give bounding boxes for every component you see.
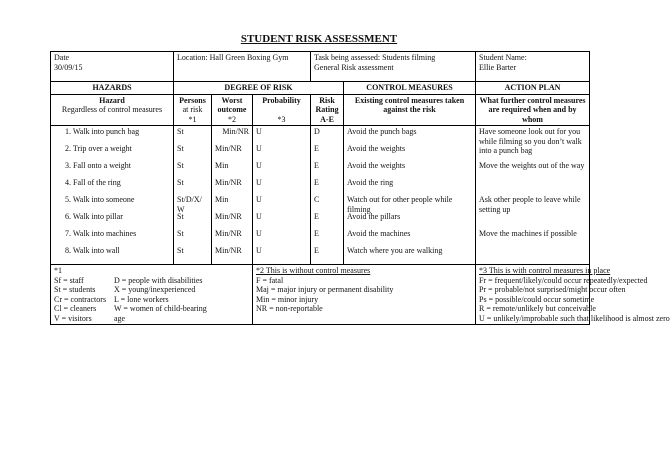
probability-value: U — [256, 127, 262, 136]
risk-value: E — [314, 229, 319, 238]
date-cell — [51, 52, 174, 82]
hazard-col-header: Hazard Regardless of control measures — [51, 94, 174, 126]
persons-col-header: Persons at risk *1 — [174, 94, 212, 126]
control-measure: Avoid the pillars — [347, 212, 401, 221]
legend-item: Min = minor injury — [256, 294, 319, 304]
probability-value: U — [256, 212, 262, 221]
task-line-1: Task being assessed: Students filming — [314, 53, 436, 62]
worst-value: Min — [215, 161, 229, 170]
control-measure: Avoid the weights — [347, 144, 406, 153]
persons-value: St — [177, 212, 184, 221]
control-header: CONTROL MEASURES — [344, 82, 476, 95]
action-list — [476, 126, 590, 265]
legend-item: NR = non-reportable — [256, 304, 323, 313]
worst-value: Min/NR — [215, 246, 242, 255]
control-measure: Avoid the punch bags — [347, 127, 417, 136]
action-item: Ask other people to leave while setting up — [479, 195, 581, 214]
persons-list — [174, 126, 212, 265]
persons-value: St/D/X/W — [177, 195, 202, 214]
hazard-body-row — [51, 126, 590, 265]
legend-persons — [51, 265, 253, 325]
control-measure: Avoid the ring — [347, 178, 394, 187]
legend-item: V = visitors — [54, 313, 92, 323]
legend-row — [51, 265, 590, 325]
info-row — [51, 52, 590, 82]
worst-value: Min/NR — [215, 212, 242, 221]
legend-item: U = unlikely/improbable such that likelihood is almost zero — [479, 313, 670, 323]
worst-value: Min/NR — [215, 229, 242, 238]
hazard-item: 1. Walk into punch bag — [65, 127, 140, 136]
legend-item: Fr = frequent/likely/could occur repeatedly/expected — [479, 275, 648, 285]
date-label: Date — [54, 53, 70, 62]
action-item: Move the weights out of the way — [479, 161, 585, 170]
legend-outcome — [253, 265, 476, 325]
legend-item: D = people with disabilities — [114, 275, 203, 285]
control-measure: Avoid the machines — [347, 229, 411, 238]
control-measure: Watch where you are walking — [347, 246, 443, 255]
action-item: Have someone look out for you while filming so you don’t walk into a punch bag — [479, 127, 582, 155]
worst-value: Min — [215, 195, 229, 204]
risk-value: E — [314, 144, 319, 153]
hazard-item: 3. Fall onto a weight — [65, 161, 131, 170]
legend-item: R = remote/unlikely but conceivable — [479, 304, 596, 313]
persons-value: St — [177, 161, 184, 170]
legend-item: W = women of child-bearing — [114, 304, 207, 313]
risk-value: E — [314, 212, 319, 221]
persons-value: St — [177, 178, 184, 187]
legend-item: Cr = contractors — [54, 294, 107, 304]
control-measure: Avoid the weights — [347, 161, 406, 170]
hazard-item: 7. Walk into machines — [65, 229, 137, 238]
task-line-2: General Risk assessment — [314, 62, 394, 72]
worst-value: Min/NR — [222, 127, 249, 136]
risk-value: E — [314, 161, 319, 170]
legend-item: Ps = possible/could occur sometime — [479, 294, 595, 304]
existing-col-header: Existing control measures taken against the risk — [344, 94, 476, 126]
probability-value: U — [256, 246, 262, 255]
worst-value: Min/NR — [215, 178, 242, 187]
persons-value: St — [177, 246, 184, 255]
probability-col-header: Probability *3 — [253, 94, 311, 126]
legend-persons-ref: *1 — [54, 266, 62, 275]
worst-list — [212, 126, 253, 265]
legend-probability-title: *3 This is with control measures in place — [479, 266, 611, 275]
further-col-header: What further control measures are required when and by whom — [476, 94, 590, 126]
probability-value: U — [256, 195, 262, 204]
page-title: STUDENT RISK ASSESSMENT — [240, 33, 398, 45]
persons-value: St — [177, 127, 184, 136]
risk-value: E — [314, 178, 319, 187]
section-header-row — [51, 82, 590, 95]
hazard-item: 8. Walk into wall — [65, 246, 120, 255]
legend-item: F = fatal — [256, 275, 284, 285]
risk-assessment-table — [50, 51, 670, 325]
legend-item: Sf = staff — [54, 275, 84, 285]
legend-item: age — [114, 313, 126, 323]
persons-value: St — [177, 144, 184, 153]
legend-item: Maj = major injury or permanent disability — [256, 285, 394, 294]
probability-value: U — [256, 161, 262, 170]
risk-value: D — [314, 127, 320, 136]
legend-probability — [476, 265, 670, 325]
probability-value: U — [256, 178, 262, 187]
hazard-item: 5. Walk into someone — [65, 195, 135, 204]
hazard-item: 2. Trip over a weight — [65, 144, 132, 153]
risk-col-header: Risk Rating A-E — [311, 94, 344, 126]
legend-item: Cl = cleaners — [54, 304, 97, 313]
student-cell — [476, 52, 590, 82]
task-cell — [311, 52, 476, 82]
legend-item: St = students — [54, 285, 96, 294]
risk-value: E — [314, 246, 319, 255]
probability-value: U — [256, 144, 262, 153]
probability-list — [253, 126, 311, 265]
hazards-header: HAZARDS — [51, 82, 174, 95]
risk-list — [311, 126, 344, 265]
persons-value: St — [177, 229, 184, 238]
date-value: 30/09/15 — [54, 62, 83, 72]
student-label: Student Name: — [479, 53, 527, 62]
legend-outcome-title: *2 This is without control measures — [256, 266, 371, 275]
legend-item: X = young/inexperienced — [114, 285, 196, 294]
location-cell — [174, 52, 311, 82]
control-list — [344, 126, 476, 265]
hazard-item: 4. Fall of the ring — [65, 178, 121, 187]
column-header-row — [51, 94, 590, 126]
probability-value: U — [256, 229, 262, 238]
location-text: Location: Hall Green Boxing Gym — [177, 53, 289, 62]
student-value: Ellie Barter — [479, 62, 517, 72]
hazard-list — [51, 126, 174, 265]
action-header: ACTION PLAN — [476, 82, 590, 95]
action-item: Move the machines if possible — [479, 229, 577, 238]
worst-col-header: Worst outcome *2 — [212, 94, 253, 126]
hazard-item: 6. Walk into pillar — [65, 212, 123, 221]
legend-item: Pr = probable/not surprised/might occur often — [479, 285, 626, 294]
legend-item: L = lone workers — [114, 294, 169, 304]
risk-value: C — [314, 195, 320, 204]
control-measure: Watch out for other people while filming — [347, 195, 453, 214]
worst-value: Min/NR — [215, 144, 242, 153]
degree-header: DEGREE OF RISK — [174, 82, 344, 95]
